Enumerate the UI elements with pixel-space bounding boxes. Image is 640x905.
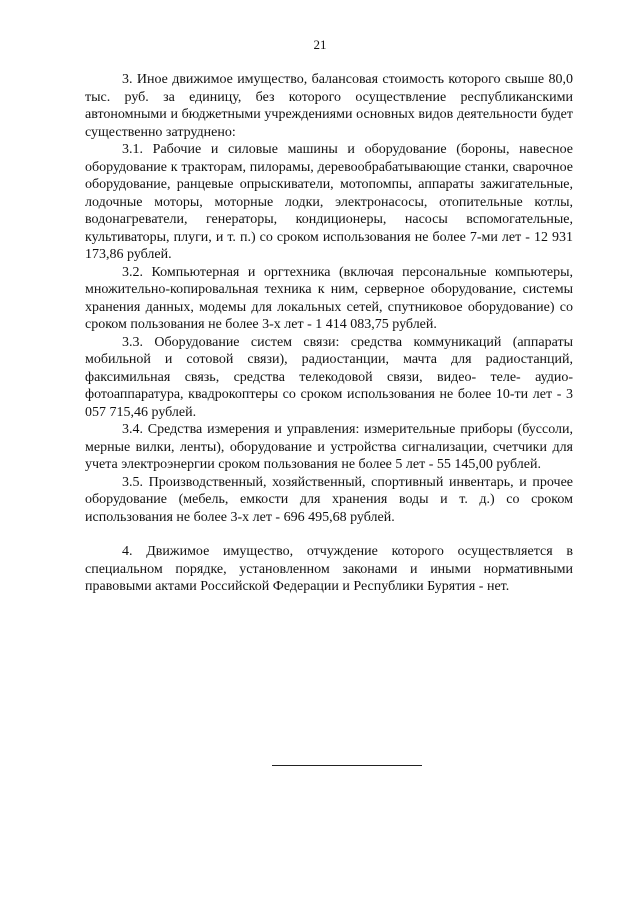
paragraph-3: 3. Иное движимое имущество, балансовая стоимость которого свыше 80,0 тыс. руб. за единицу, без которого осуществление республиканскими автономными и бюджетными учреждениями основных видов деятельности будет существенно затруднено: <box>85 72 573 140</box>
paragraph-3-2: 3.2. Компьютерная и оргтехника (включая персональные компьютеры, множительно-копировальная техника к ним, серверное оборудование, системы хранения данных, модемы для локальных сетей, спутниковое оборудование) со сроком пользования не более 3-х лет - 1 414 083,75 рублей. <box>85 264 573 332</box>
paragraph-3-5: 3.5. Производственный, хозяйственный, спортивный инвентарь, и прочее оборудование (мебель, емкости для хранения воды и т. д.) со сроком использования не более 3-х лет - 696 495,68 рублей. <box>85 474 573 525</box>
page-number: 21 <box>313 37 327 52</box>
paragraph-3-4: 3.4. Средства измерения и управления: измерительные приборы (буссоли, мерные вилки, ленты), оборудование и устройства сигнализации, счетчики для учета электроэнергии сроком пользования не более 5 лет - 55 145,00 рублей. <box>85 422 573 472</box>
paragraph-4: 4. Движимое имущество, отчуждение которого осуществляется в специальном порядке, установленном законами и иными нормативными правовыми актами Российской Федерации и Республики Бурятия - нет. <box>85 544 573 594</box>
paragraph-3-1: 3.1. Рабочие и силовые машины и оборудование (бороны, навесное оборудование к тракторам, пилорамы, деревообрабатывающие станки, сварочное оборудование, ранцевые опрыскиватели, мотопомпы, аппараты зажигательные, лодочные моторы, моторные лодки, электронасосы, отопительные котлы, водонагреватели, генераторы, кондиционеры, насосы вспомогательные, культиваторы, плуги, и т. п.) со сроком использования не более 7-ми лет - 12 931 173,86 рублей. <box>85 142 573 262</box>
document-body <box>85 71 573 596</box>
end-of-document-rule <box>272 765 422 766</box>
section-gap <box>85 526 573 543</box>
paragraph-3-3: 3.3. Оборудование систем связи: средства коммуникаций (аппараты мобильной и сотовой связи), радиостанции, мачта для радиостанций, факсимильная связь, средства телекодовой связи, видео- теле- аудио- фотоаппаратура, квадрокоптеры со сроком использования не более 10-ти лет - 3 057 715,46 рублей. <box>85 334 573 420</box>
